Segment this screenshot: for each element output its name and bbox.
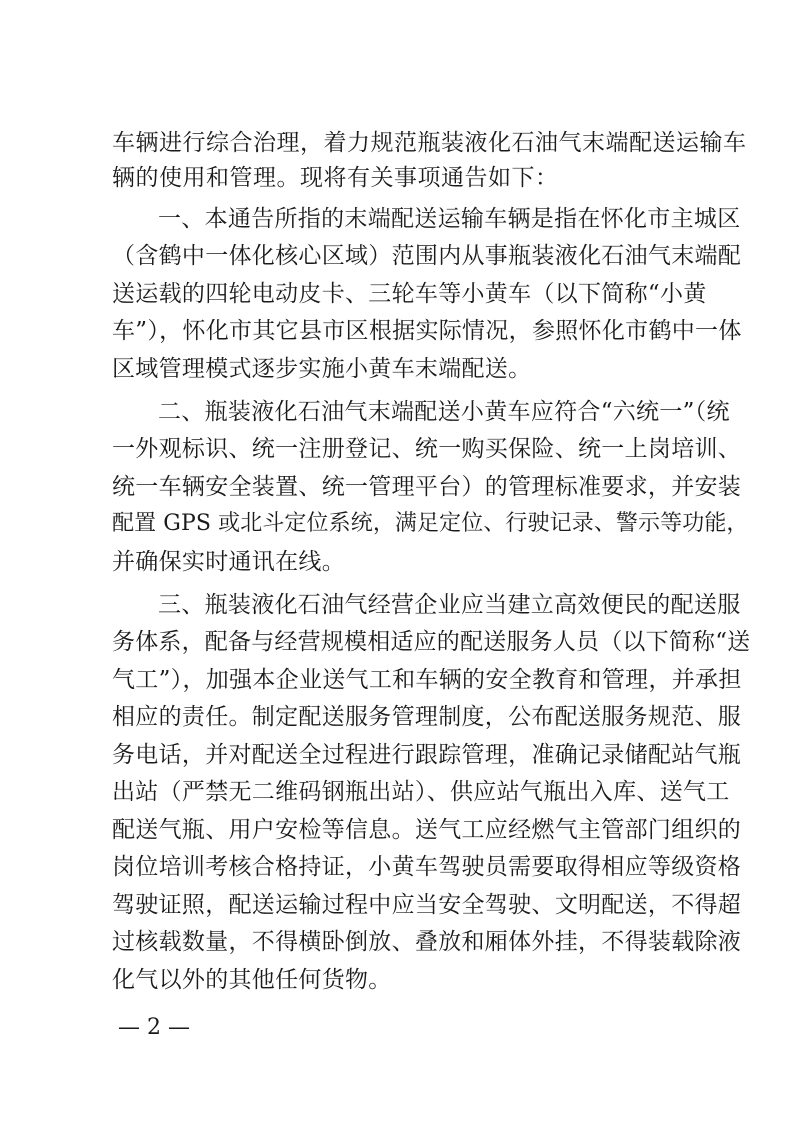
document-page: 车辆进行综合治理，着力规范瓶装液化石油气末端配送运输车 辆的使用和管理。现将有关事项通告如下： 一、本通告所指的末端配送运输车辆是指在怀化市主城区 （含鹤中一体化核心区域）范围内从事瓶装液化石油气末端配 送运载的四轮电动皮卡、三轮车等小黄车（以下简称“小黄 车”），怀化市其它县市区根据实际情况，参照怀化市鹤中一体 区域管理模式逐步实施小黄车末端配送。 二、瓶装液化石油气末端配送小黄车应符合“六统一”（统 一外观标识、统一注册登记、统一购买保险、统一上岗培训、 统一车辆安全装置、统一管理平台）的管理标准要求，并安装 配置 GPS 或北斗定位系统，满足定位、行驶记录、警示等功能， 并确保实时通讯在线。 三、瓶装液化石油气经营企业应当建立高效便民的配送服 务体系，配备与经营规模相适应的配送服务人员（以下简称“送 气工”），加强本企业送气工和车辆的安全教育和管理，并承担 相应的责任。制定配送服务管理制度，公布配送服务规范、服 务电话，并对配送全过程进行跟踪管理，准确记录储配站气瓶 出站（严禁无二维码钢瓶出站）、供应站气瓶出入库、送气工 配送气瓶、用户安检等信息。送气工应经燃气主管部门组织的 岗位培训考核合格持证，小黄车驾驶员需要取得相应等级资格 驾驶证照，配送运输过程中应当安全驾驶、文明配送，不得超 过核载数量，不得横卧倒放、叠放和厢体外挂，不得装载除液 化气以外的其他任何货物。 — 2 — — [0, 0, 793, 1122]
page-number: — 2 — — [118, 1015, 190, 1040]
